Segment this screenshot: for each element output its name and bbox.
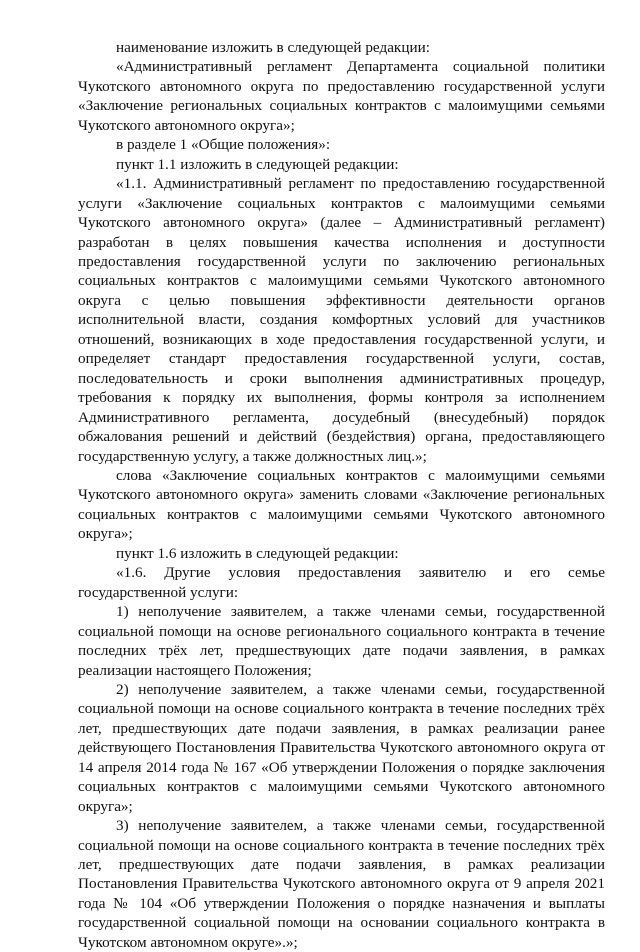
paragraph-words-replace: слова «Заключение социальных контрактов с малоимущими семьями Чукотского автономного округа» заменить словами «Заключение региональных социальных контрактов с малоимущими семьями Чукотского автономного округа»; <box>78 466 605 543</box>
paragraph-clause-1-6-intro: пункт 1.6 изложить в следующей редакции: <box>116 544 399 562</box>
paragraph-title-intro: наименование изложить в следующей редакции: <box>116 39 430 56</box>
paragraph-clause-1-1-intro: пункт 1.1 изложить в следующей редакции: <box>116 155 399 173</box>
paragraph-section-1: в разделе 1 «Общие положения»: <box>116 136 331 154</box>
paragraph-clause-1-6: «1.6. Другие условия предоставления заявителю и его семье государственной услуги: <box>78 564 605 601</box>
paragraph-clause-1-1: «1.1. Административный регламент по предоставлению государственной услуги «Заключение социальных контрактов с малоимущими семьями Чукотского автономного округа» (далее – Административный регламент) разработан в целях повышения качества исполнения и доступности предоставления государственной услуги по заключению региональных социальных контрактов с малоимущими семьями Чукотского автономного округа с целью повышения эффективности деятельности органов исполнительной власти, создания комфортных условий для участников отношений, возникающих в ходе предоставления государственной услуги, и определяет стандарт предоставления государственной услуги, состав, последовательность и сроки выполнения административных процедур, требования к порядку их выполнения, формы контроля за исполнением Административного регламента, досудебный (внесудебный) порядок обжалования решений и действий (бездействия) органа, предоставляющего государственную услугу, а также должностных лиц.»; <box>78 175 605 465</box>
document-body <box>78 38 605 952</box>
paragraph-condition-1: 1) неполучение заявителем, а также членами семьи, государственной социальной помощи на основе регионального социального контракта в течение последних трёх лет, предшествующих дате подачи заявления, в рамках реализации настоящего Положения; <box>78 603 605 679</box>
paragraph-regulation-title: «Административный регламент Департамента социальной политики Чукотского автономного округа по предоставлению государственной услуги «Заключение региональных социальных контрактов с малоимущими семьями Чукотского автономного округа»; <box>78 58 605 134</box>
paragraph-condition-2: 2) неполучение заявителем, а также членами семьи, государственной социальной помощи на основе социального контракта в течение последних трёх лет, предшествующих дате подачи заявления, в рамках реализации ранее действующего Постановления Правительства Чукотского автономного округа от 14 апреля 2014 года № 167 «Об утверждении Положения о порядке заключения социальных контрактов с малоимущими семьями Чукотского автономного округа»; <box>78 680 605 815</box>
paragraph-condition-3: 3) неполучение заявителем, а также членами семьи, государственной социальной помощи на основе социального контракта в течение последних трёх лет, предшествующих дате подачи заявления, в рамках реализации Постановления Правительства Чукотского автономного округа от 9 апреля 2021 года № 104 «Об утверждении Положения о порядке назначения и выплаты государственной социальной помощи на основании социального контракта в Чукотском автономном округе».»; <box>78 817 605 951</box>
